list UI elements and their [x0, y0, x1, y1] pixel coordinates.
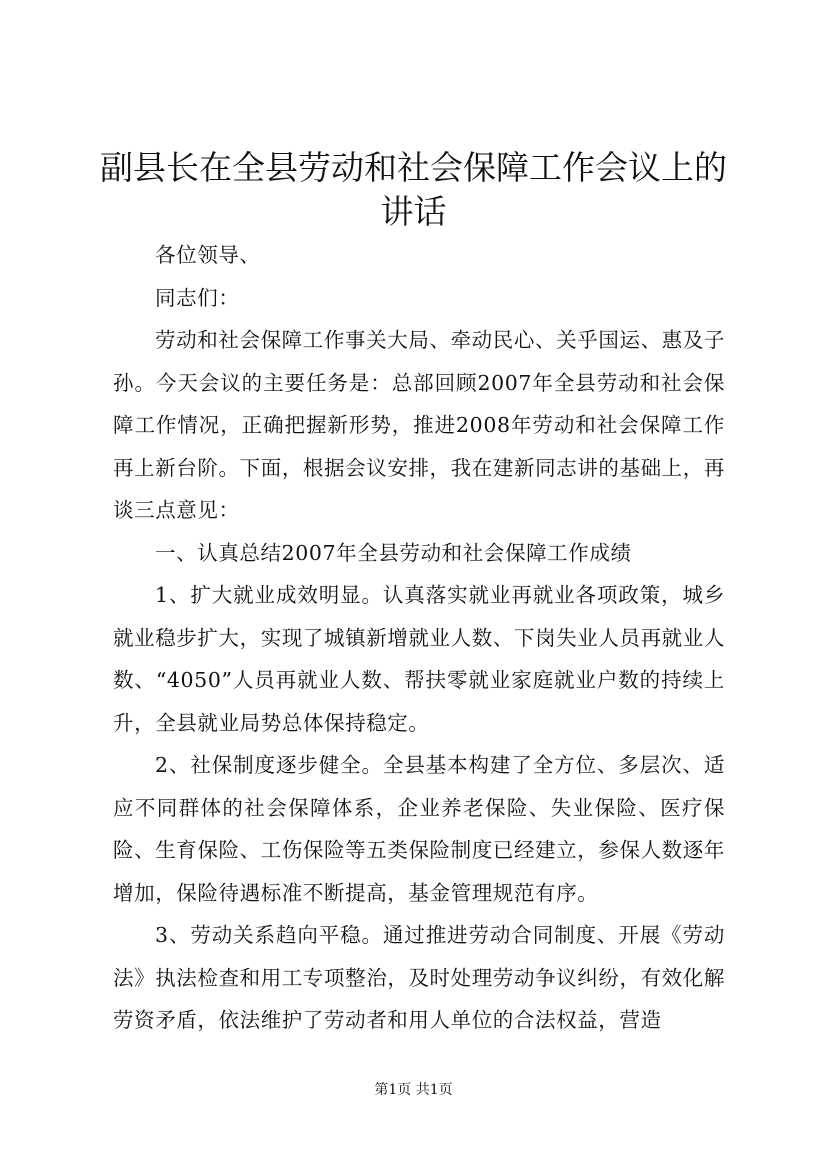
document-title: 副县长在全县劳动和社会保障工作会议上的讲话 [100, 148, 727, 231]
intro-paragraph: 劳动和社会保障工作事关大局、牵动民心、关乎国运、惠及子孙。今天会议的主要任务是：总部回顾2007年全县劳动和社会保障工作情况，正确把握新形势，推进2008年劳动和社会保障工作再上新台阶。下面，根据会议安排，我在建新同志讲的基础上，再谈三点意见： [113, 328, 725, 522]
section-heading-1: 一、认真总结2007年全县劳动和社会保障工作成绩 [155, 540, 632, 565]
paragraph-labor-relations: 3、劳动关系趋向平稳。通过推进劳动合同制度、开展《劳动法》执法检查和用工专项整治，及时处理劳动争议纠纷，有效化解劳资矛盾，依法维护了劳动者和用人单位的合法权益，营造 [113, 923, 725, 1032]
salutation-line-1: 各位领导、 [155, 243, 261, 267]
paragraph-employment: 1、扩大就业成效明显。认真落实就业再就业各项政策，城乡就业稳步扩大，实现了城镇新增就业人数、下岗失业人员再就业人数、“4050”人员再就业人数、帮扶零就业家庭就业户数的持续上升，全县就业局势总体保持稳定。 [113, 583, 725, 735]
document-body [113, 234, 725, 1042]
salutation-line-2: 同志们： [155, 285, 240, 310]
page-footer: 第1页 共1页 [374, 1082, 453, 1098]
paragraph-social-security: 2、社保制度逐步健全。全县基本构建了全方位、多层次、适应不同群体的社会保障体系，企业养老保险、失业保险、医疗保险、生育保险、工伤保险等五类保险制度已经建立，参保人数逐年增加，保险待遇标准不断提高，基金管理规范有序。 [113, 753, 725, 905]
